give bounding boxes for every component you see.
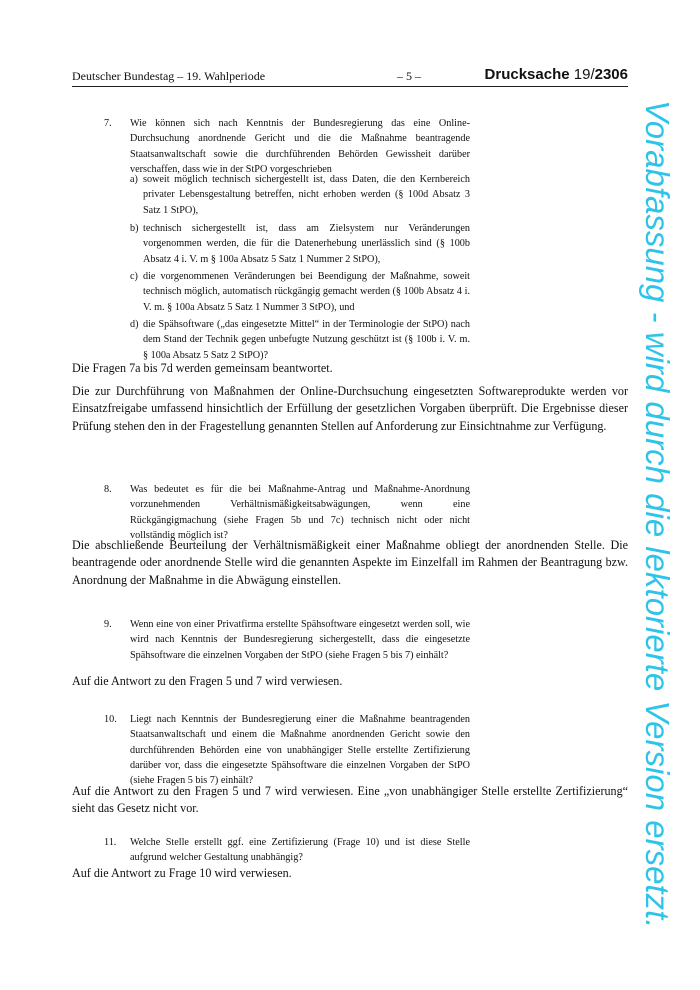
answer-9: Auf die Antwort zu den Fragen 5 und 7 wird verwiesen.: [72, 674, 343, 688]
question-7c: [130, 269, 470, 315]
question-text: Wie können sich nach Kenntnis der Bundesregierung das eine Online-Durchsuchung anordnende Gericht und die die Maßnahme beantragende Staatsanwaltschaft sowie die durchführenden Behörden Gewissheit darüber verschaffen, dass wie in der StPO vorgeschrieben: [130, 118, 470, 175]
page-number: – 5 –: [397, 69, 421, 83]
item-text: die Spähsoftware („das eingesetzte Mittel“ in der Terminologie der StPO) nach dem Stand der Technik gegen unbefugte Nutzung geschützt ist (§ 100b i. V. m. § 100a Absatz 5 Satz 2 StPO)?: [143, 319, 470, 361]
header-publication: Deutscher Bundestag – 19. Wahlperiode: [72, 69, 266, 83]
draft-watermark: Vorabfassung - wird durch die lektorierte Version ersetzt.: [639, 100, 676, 929]
question-7b: [130, 221, 470, 267]
question-7a: [130, 172, 470, 218]
question-11: [104, 835, 470, 866]
question-7d: [130, 317, 470, 363]
answer-7-intro: Die Fragen 7a bis 7d werden gemeinsam beantwortet.: [72, 361, 333, 375]
question-number: 7.: [104, 118, 112, 129]
question-number: 8.: [104, 484, 112, 495]
answer-10: Auf die Antwort zu den Fragen 5 und 7 wird verwiesen. Eine „von unabhängiger Stelle erstellte Zertifizierung“ sieht das Gesetz nicht vor.: [72, 784, 628, 816]
answer-11: Auf die Antwort zu Frage 10 wird verwiesen.: [72, 866, 292, 880]
document-number: [485, 66, 628, 83]
item-label: a): [130, 174, 138, 185]
item-label: d): [130, 319, 139, 330]
question-9: [104, 617, 470, 663]
item-label: c): [130, 271, 138, 282]
question-text: Welche Stelle erstellt ggf. eine Zertifizierung (Frage 10) und ist diese Stelle aufgrund welcher Gestaltung unabhängig?: [130, 837, 470, 864]
item-label: b): [130, 223, 139, 234]
question-8: [104, 482, 470, 543]
question-10: [104, 712, 470, 788]
answer-7: Die zur Durchführung von Maßnahmen der Online-Durchsuchung eingesetzten Softwareprodukte werden vor Einsatzfreigabe umfassend hinsichtlich der Erfüllung der gesetzlichen Vorgaben überprüft. Die Ergebnisse dieser Prüfung stehen den in der Fragestellung genannten Stellen auf Anforderung zur Einsichtnahme zur Verfügung.: [72, 384, 628, 433]
question-number: 9.: [104, 619, 112, 630]
question-text: Liegt nach Kenntnis der Bundesregierung einer die Maßnahme beantragenden Staatsanwaltschaft und einem die Maßnahme anordnenden Gericht sowie den durchführenden Behörden eine von unabhängiger Stelle erstellte Zertifizierung darüber vor, dass die eingesetzte Spähsoftware die einzelnen Vorgaben der StPO (siehe Fragen 5 bis 7) einhält?: [130, 714, 470, 787]
answer-8: Die abschließende Beurteilung der Verhältnismäßigkeit einer Maßnahme obliegt der anordnenden Stelle. Die beantragende oder anordnende Stelle wird die genannten Aspekte im Einzelfall im Rahmen der Beantragung bzw. Anordnung der Maßnahme in die Abwägung einstellen.: [72, 538, 628, 587]
question-text: Was bedeutet es für die bei Maßnahme-Antrag und Maßnahme-Anordnung vorzunehmenden Verhältnismäßigkeitsabwägungen, wenn eine Rückgängigmachung (siehe Fragen 5b und 7c) technisch nicht oder nicht vollständig möglich ist?: [130, 484, 470, 541]
document-number-period: 19/: [573, 66, 595, 83]
question-number: 10.: [104, 714, 117, 725]
question-number: 11.: [104, 837, 117, 848]
item-text: technisch sichergestellt ist, dass am Zielsystem nur Veränderungen vorgenommen werden, die für die Datenerhebung unerlässlich sind (§ 100b Absatz 4 i. V. m § 100a Absatz 5 Satz 1 Nummer 2 StPO),: [143, 223, 470, 265]
item-text: soweit möglich technisch sichergestellt ist, dass Daten, die den Kernbereich privater Lebensgestaltung betreffen, nicht erhoben werden (§ 100d Absatz 3 Satz 1 StPO),: [143, 174, 470, 216]
document-number-id: 2306: [594, 66, 628, 83]
item-text: die vorgenommenen Veränderungen bei Beendigung der Maßnahme, soweit technisch möglich, automatisch rückgängig gemacht werden (§ 100b Absatz 4 i. V. m. § 100a Absatz 5 Satz 1 Nummer 3 StPO), und: [143, 271, 470, 313]
document-number-label: Drucksache: [484, 66, 570, 83]
question-text: Wenn eine von einer Privatfirma erstellte Spähsoftware eingesetzt werden soll, wie wird nach Kenntnis der Bundesregierung sichergestellt, dass die eingesetzte Spähsoftware die einzelnen Vorgaben der StPO (siehe Fragen 5 bis 7) einhält?: [130, 619, 470, 661]
question-7: [104, 116, 470, 177]
page-header: [72, 66, 628, 87]
